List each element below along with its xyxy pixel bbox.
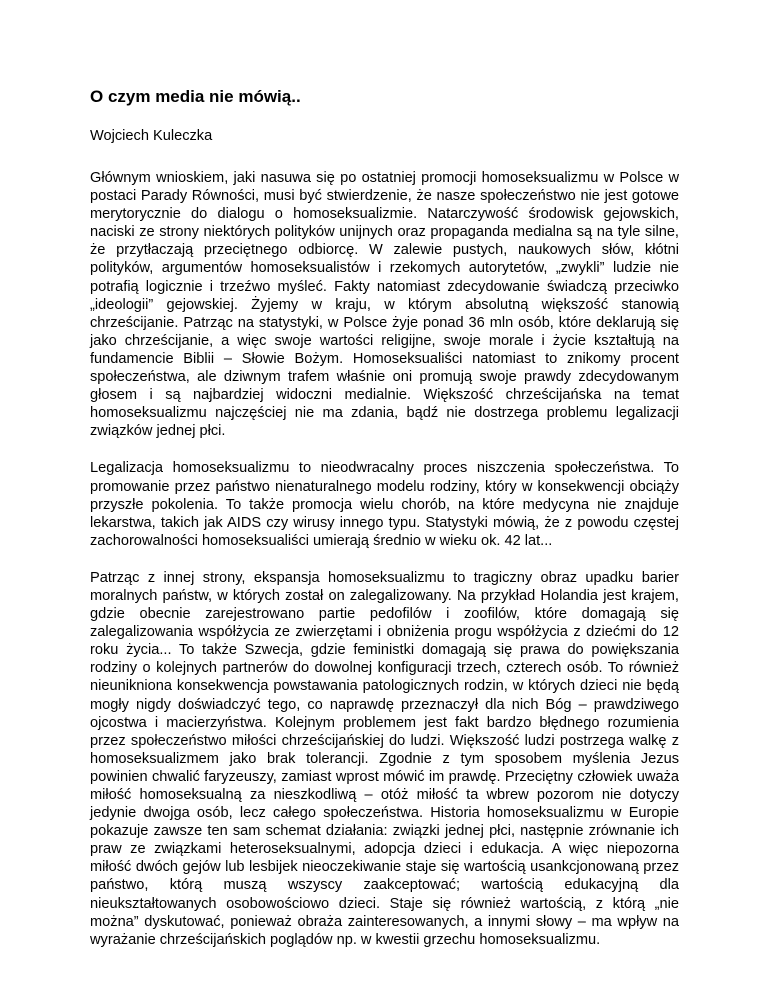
paragraph-1: Głównym wnioskiem, jaki nasuwa się po ostatniej promocji homoseksualizmu w Polsce w postaci Parady Równości, musi być stwierdzenie, że nasze społeczeństwo nie jest gotowe merytorycznie do dialogu o homoseksualizmie. Natarczywość środowisk gejowskich, naciski ze strony niektórych polityków unijnych oraz propaganda medialna są na tyle silne, że przytłaczają przeciętnego odbiorcę. W zalewie pustych, naukowych słów, kłótni polityków, argumentów homoseksualistów i rzekomych autorytetów, „zwykli” ludzie nie potrafią logicznie i trzeźwo myśleć. Fakty natomiast zdecydowanie świadczą przeciwko „ideologii” gejowskiej. Żyjemy w kraju, w którym absolutną większość stanowią chrześcijanie. Patrząc na statystyki, w Polsce żyje ponad 36 mln osób, które deklarują się jako chrześcijanie, a więc swoje wartości religijne, swoje morale i życie kształtują na fundamencie Biblii – Słowie Bożym. Homoseksualiści natomiast to znikomy procent społeczeństwa, ale dziwnym trafem właśnie oni promują swoje prawdy zdecydowanym głosem i są najbardziej widoczni medialnie. Większość chrześcijańska na temat homoseksualizmu najczęściej nie ma zdania, bądź nie dostrzega problemu legalizacji związków jednej płci. (90, 170, 679, 440)
paragraph-2: Legalizacja homoseksualizmu to nieodwracalny proces niszczenia społeczeństwa. To promowanie przez państwo nienaturalnego modelu rodziny, który w konsekwencji obciąży przyszłe pokolenia. To także promocja wielu chorób, na które medycyna nie znajduje lekarstwa, takich jak AIDS czy wirusy innego typu. Statystyki mówią, że z powodu częstej zachorowalności homoseksualiści umierają średnio w wieku ok. 42 lat... (90, 460, 679, 549)
paragraph-3: Patrząc z innej strony, ekspansja homoseksualizmu to tragiczny obraz upadku barier moralnych państw, w których został on zalegalizowany. Na przykład Holandia jest krajem, gdzie obecnie zarejestrowano partie pedofilów i zoofilów, które domagają się zalegalizowania współżycia ze zwierzętami i obniżenia progu współżycia z dziećmi do 12 roku życia... To także Szwecja, gdzie feministki domagają się prawa do powiększania rodziny o kolejnych partnerów do dowolnej konfiguracji trzech, czterech osób. To również nieunikniona konsekwencja powstawania patologicznych rodzin, w których dzieci nie będą mogły nigdy doświadczyć tego, co naprawdę przeznaczył dla nich Bóg – prawdziwego ojcostwa i macierzyństwa. Kolejnym problemem jest fakt bardzo błędnego rozumienia przez społeczeństwo miłości chrześcijańskiej do ludzi. Większość ludzi postrzega walkę z homoseksualizmem jako brak tolerancji. Zgodnie z tym sposobem myślenia Jezus powinien chwalić faryzeuszy, zamiast wprost mówić im prawdę. Przeciętny człowiek uważa miłość homoseksualną za nieszkodliwą – otóż miłość ta wbrew pozorom nie dotyczy jedynie dwojga osób, lecz całego społeczeństwa. Historia homoseksualizmu w Europie pokazuje zawsze ten sam schemat działania: związki jednej płci, następnie zrównanie ich praw ze związkami heteroseksualnymi, adopcja dzieci i edukacja. A więc niepozorna miłość dwóch gejów lub lesbijek nieoczekiwanie staje się wartością usankcjonowaną przez państwo, którą muszą wszyscy zaakceptować; wartością edukacyjną dla nieukształtowanych osobowościowo dzieci. Staje się również wartością, z którą „nie można” dyskutować, ponieważ obraża zainteresowanych, a innymi słowy – ma wpływ na wyrażanie chrześcijańskich poglądów np. w kwestii grzechu homoseksualizmu. (90, 569, 679, 948)
document-title: O czym media nie mówią.. (90, 87, 301, 106)
document-page (90, 86, 679, 949)
document-author: Wojciech Kuleczka (90, 128, 213, 144)
